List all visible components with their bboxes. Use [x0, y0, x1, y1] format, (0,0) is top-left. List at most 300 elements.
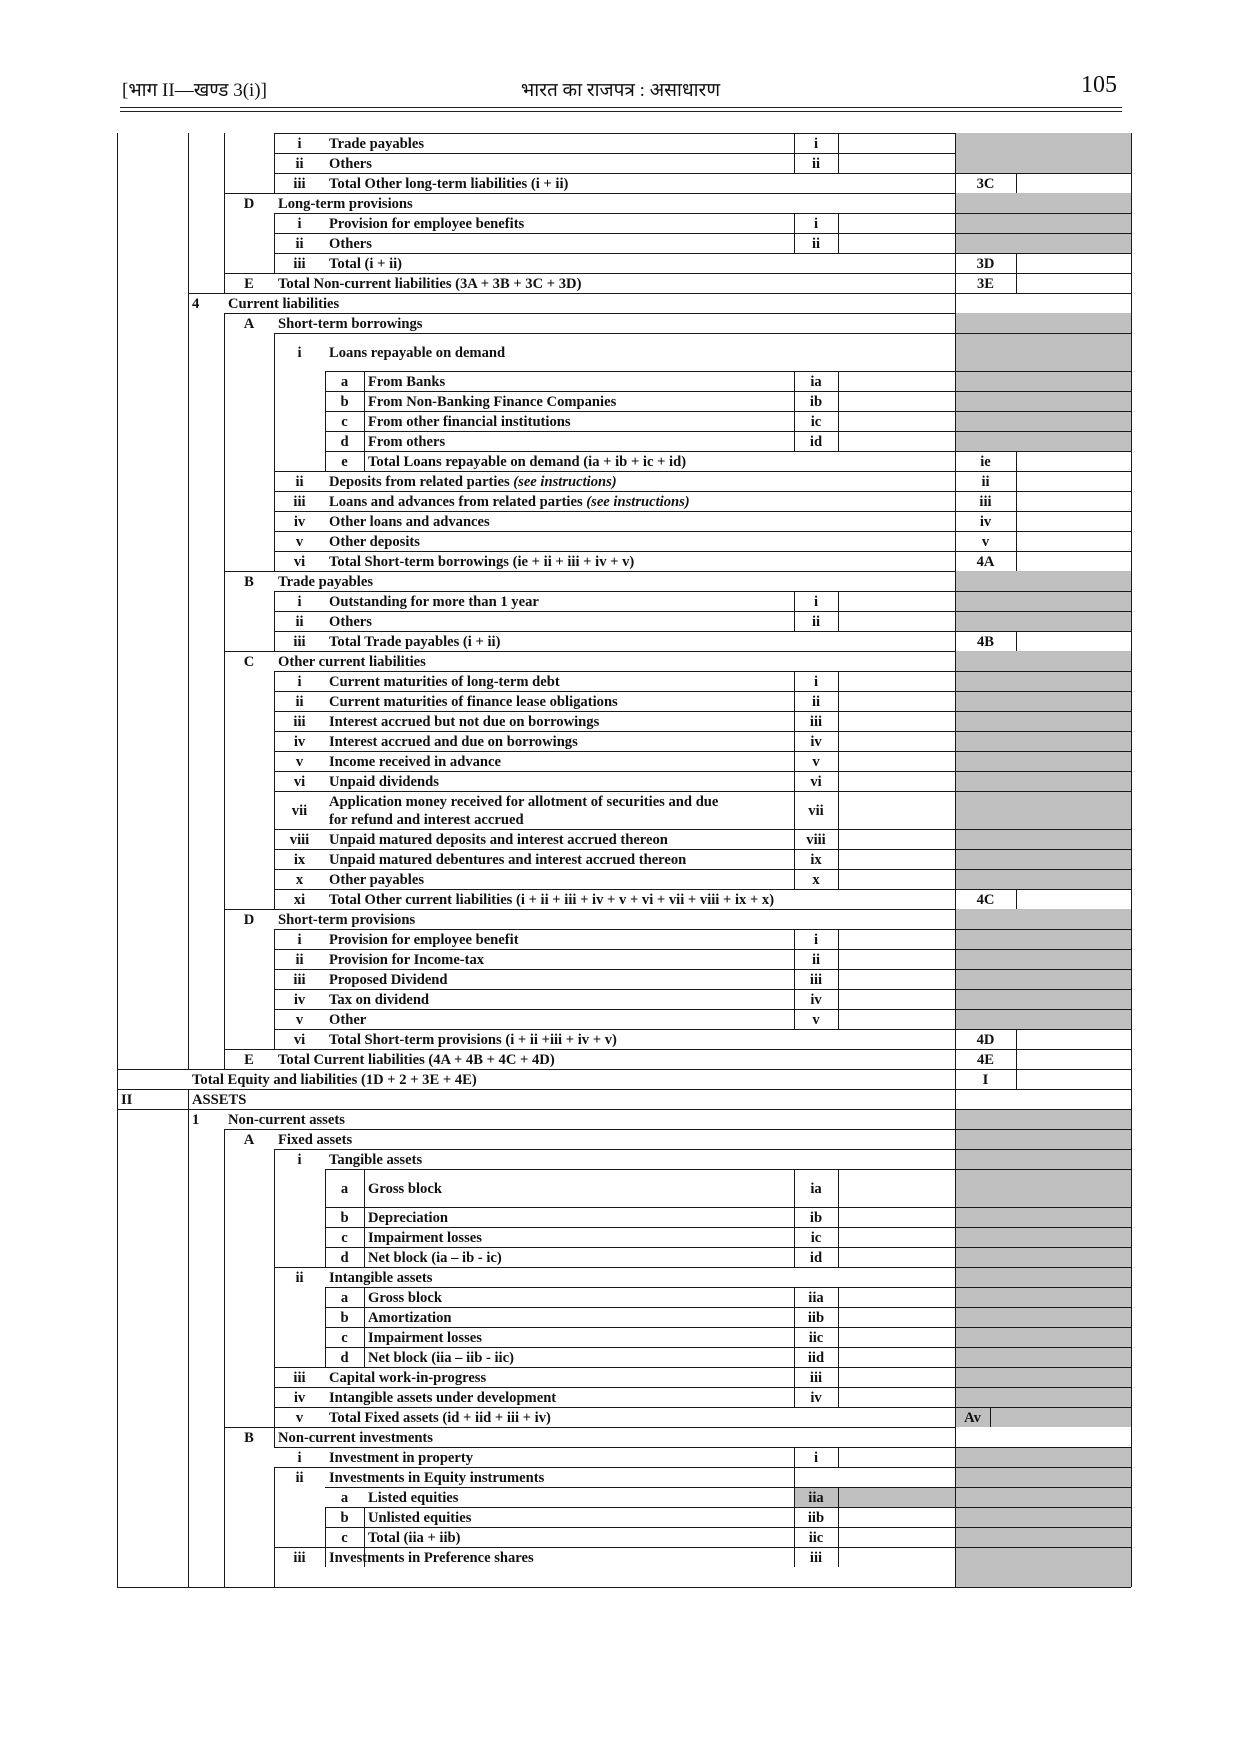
- field-code: ib: [809, 394, 823, 410]
- item-marker: i: [297, 136, 302, 152]
- column-rule: [838, 929, 839, 949]
- field-code: id: [809, 1250, 823, 1266]
- line-item-label: Gross block: [368, 1290, 442, 1306]
- amount-input-field[interactable]: [840, 1389, 953, 1405]
- total-code: iii: [979, 494, 992, 510]
- item-marker: ii: [295, 474, 304, 490]
- column-rule: [838, 611, 839, 631]
- amount-input-field[interactable]: [840, 713, 953, 729]
- amount-input-field[interactable]: [840, 433, 953, 449]
- total-input-field[interactable]: [1018, 533, 1129, 549]
- line-item-label: Unpaid matured deposits and interest accrued thereon: [329, 832, 668, 848]
- row-rule: [274, 829, 1131, 830]
- row-rule: [274, 511, 1131, 512]
- total-code: ie: [980, 454, 991, 470]
- row-rule: [325, 391, 1131, 392]
- column-rule: [838, 1347, 839, 1367]
- field-code: ii: [811, 952, 821, 968]
- amount-input-field[interactable]: [840, 1449, 953, 1465]
- amount-input-field[interactable]: [840, 831, 953, 847]
- line-item-label: Income received in advance: [329, 754, 501, 770]
- line-item-label: Loans and advances from related parties (see instructions): [329, 494, 690, 510]
- row-rule: [274, 491, 1131, 492]
- line-item-label: Other payables: [329, 872, 425, 888]
- field-code: iv: [810, 992, 822, 1008]
- total-input-field[interactable]: [1018, 553, 1129, 569]
- item-marker: ii: [295, 156, 304, 172]
- line-item-label: Total (i + ii): [329, 256, 403, 272]
- line-item-label: Total Short-term provisions (i + ii +iii + iv + v): [329, 1032, 617, 1048]
- item-marker: e: [341, 454, 348, 470]
- item-marker: v: [295, 1012, 304, 1028]
- column-rule: [838, 1227, 839, 1247]
- item-marker: b: [340, 1210, 349, 1226]
- total-input-field[interactable]: [1018, 891, 1129, 907]
- row-rule: [325, 1287, 1131, 1288]
- item-marker: d: [340, 434, 349, 450]
- amount-input-field[interactable]: [840, 373, 953, 389]
- item-marker: ii: [295, 1470, 304, 1486]
- column-rule: [838, 731, 839, 751]
- item-marker: ii: [295, 614, 304, 630]
- row-rule: [117, 1587, 1131, 1588]
- line-item-label: Unlisted equities: [368, 1510, 472, 1526]
- field-code: iii: [809, 1550, 823, 1566]
- column-rule: [838, 691, 839, 711]
- field-code: ia: [810, 374, 822, 390]
- row-rule: [274, 253, 1131, 254]
- field-code: ib: [809, 1210, 823, 1226]
- column-rule: [838, 949, 839, 969]
- row-rule: [274, 1547, 1131, 1548]
- amount-input-field[interactable]: [840, 851, 953, 867]
- row-rule: [274, 1367, 1131, 1368]
- amount-input-field[interactable]: [840, 1289, 953, 1305]
- row-rule: [274, 711, 1131, 712]
- item-marker: 4: [192, 296, 200, 312]
- item-marker: iii: [293, 1550, 306, 1566]
- column-rule: [838, 1547, 839, 1567]
- item-marker: i: [297, 674, 302, 690]
- amount-input-field[interactable]: [840, 673, 953, 689]
- row-rule: [274, 551, 1131, 552]
- item-marker: D: [243, 912, 255, 928]
- amount-input-field[interactable]: [840, 1171, 953, 1205]
- amount-input-field[interactable]: [840, 793, 953, 827]
- row-rule: [274, 849, 1131, 850]
- row-rule: [274, 471, 1131, 472]
- line-item-label: Other deposits: [329, 534, 420, 550]
- line-item-label: Intangible assets under development: [329, 1390, 557, 1406]
- item-marker: vi: [293, 774, 306, 790]
- line-item-label: Provision for employee benefit: [329, 932, 519, 948]
- row-rule: [325, 1307, 1131, 1308]
- column-rule: [838, 1247, 839, 1267]
- column-rule: [838, 711, 839, 731]
- line-item-label: Trade payables: [329, 136, 425, 152]
- column-rule: [1016, 273, 1017, 293]
- total-code: 3D: [976, 256, 995, 272]
- row-rule: [224, 1049, 1131, 1050]
- row-rule: [274, 1149, 1131, 1150]
- header-rule: [120, 111, 1122, 112]
- line-item-label: Total (iia + iib): [368, 1530, 461, 1546]
- amount-input-field[interactable]: [840, 693, 953, 709]
- total-input-field[interactable]: [1018, 175, 1129, 191]
- column-rule: [838, 1367, 839, 1387]
- amount-input-field[interactable]: [840, 413, 953, 429]
- total-input-field[interactable]: [992, 1409, 1129, 1425]
- row-rule: [325, 1227, 1131, 1228]
- row-rule: [325, 411, 1131, 412]
- line-item-label: Current maturities of finance lease obligations: [329, 694, 618, 710]
- total-code: 4C: [976, 892, 995, 908]
- column-rule: [990, 1407, 991, 1427]
- row-rule: [274, 233, 1131, 234]
- total-input-field[interactable]: [1018, 1051, 1129, 1067]
- line-item-label: Capital work-in-progress: [329, 1370, 487, 1386]
- row-rule: [224, 193, 955, 194]
- column-rule: [1016, 1069, 1017, 1089]
- field-code: iic: [808, 1530, 824, 1546]
- field-code: i: [813, 1450, 819, 1466]
- row-rule: [274, 771, 1131, 772]
- column-rule: [1016, 471, 1017, 491]
- amount-input-field[interactable]: [840, 1549, 953, 1565]
- row-rule: [224, 909, 955, 910]
- item-marker: iii: [293, 176, 306, 192]
- row-rule: [274, 1407, 1131, 1408]
- row-rule: [274, 691, 1131, 692]
- row-rule: [325, 1247, 1131, 1248]
- amount-input-field[interactable]: [840, 215, 953, 231]
- total-code: 3E: [976, 276, 995, 292]
- column-rule: [1016, 491, 1017, 511]
- amount-input-field[interactable]: [840, 1489, 953, 1505]
- item-marker: iv: [293, 514, 306, 530]
- field-code: ii: [811, 694, 821, 710]
- line-item-label: Total Loans repayable on demand (ia + ib + ic + id): [368, 454, 687, 470]
- total-code: 4A: [976, 554, 995, 570]
- amount-input-field[interactable]: [840, 1209, 953, 1225]
- item-marker: iii: [293, 494, 306, 510]
- item-marker: E: [244, 1052, 254, 1068]
- item-marker: c: [341, 1330, 348, 1346]
- shaded-block: [955, 571, 1131, 631]
- item-marker: iv: [293, 734, 306, 750]
- item-marker: c: [341, 1530, 348, 1546]
- field-code: vii: [808, 803, 824, 819]
- item-marker: x: [295, 872, 304, 888]
- row-rule: [117, 1089, 1131, 1090]
- total-input-field[interactable]: [1018, 1031, 1129, 1047]
- line-item-label: Total Other long-term liabilities (i + ii): [329, 176, 569, 192]
- line-item-label: Tax on dividend: [329, 992, 430, 1008]
- line-item-label: Intangible assets: [329, 1270, 433, 1286]
- column-rule: [1016, 889, 1017, 909]
- column-rule: [364, 371, 365, 471]
- field-code: i: [813, 932, 819, 948]
- line-item-label: Provision for employee benefits: [329, 216, 525, 232]
- column-rule: [838, 1507, 839, 1527]
- line-item-label: Current maturities of long-term debt: [329, 674, 560, 690]
- line-item-label: Amortization: [368, 1310, 452, 1326]
- column-rule: [838, 1327, 839, 1347]
- field-code: iia: [808, 1490, 824, 1506]
- field-code: i: [813, 674, 819, 690]
- line-item-label: Net block (iia – iib - iic): [368, 1350, 514, 1366]
- line-item-label: Total Other current liabilities (i + ii + iii + iv + v + vi + vii + viii + ix + x): [329, 892, 775, 908]
- field-code: iic: [808, 1330, 824, 1346]
- amount-input-field[interactable]: [840, 1329, 953, 1345]
- column-rule: [1016, 631, 1017, 651]
- item-marker: II: [121, 1092, 133, 1108]
- item-marker: d: [340, 1250, 349, 1266]
- row-rule: [274, 153, 955, 154]
- total-input-field[interactable]: [1018, 453, 1129, 469]
- total-input-field[interactable]: [1018, 255, 1129, 271]
- column-rule: [838, 591, 839, 611]
- amount-input-field[interactable]: [840, 991, 953, 1007]
- row-rule: [224, 1129, 1131, 1130]
- row-rule: [274, 1467, 1131, 1468]
- item-marker: vii: [291, 803, 308, 819]
- amount-input-field[interactable]: [840, 1011, 953, 1027]
- column-rule: [838, 791, 839, 829]
- row-rule: [274, 731, 1131, 732]
- item-marker: a: [340, 1290, 349, 1306]
- amount-input-field[interactable]: [840, 871, 953, 887]
- item-marker: iii: [293, 714, 306, 730]
- amount-input-field[interactable]: [840, 593, 953, 609]
- field-code: viii: [806, 832, 826, 848]
- column-rule: [838, 1009, 839, 1029]
- field-code: i: [813, 216, 819, 232]
- item-marker: 1: [192, 1112, 200, 1128]
- row-rule: [224, 273, 1131, 274]
- column-rule: [838, 671, 839, 691]
- item-marker: vi: [293, 1032, 306, 1048]
- row-rule: [224, 1427, 955, 1428]
- total-input-field[interactable]: [1018, 473, 1129, 489]
- line-item-label: Investments in Preference shares: [329, 1550, 534, 1566]
- field-code: ii: [811, 236, 821, 252]
- total-code: 4E: [976, 1052, 995, 1068]
- field-code: i: [813, 594, 819, 610]
- line-item-label: Trade payables: [278, 574, 374, 590]
- field-code: i: [813, 136, 819, 152]
- item-marker: b: [340, 394, 349, 410]
- line-item-label: Total Fixed assets (id + iid + iii + iv): [329, 1410, 551, 1426]
- column-rule: [838, 213, 839, 233]
- line-item-label: Short-term provisions: [278, 912, 416, 928]
- line-item-label: Others: [329, 614, 372, 630]
- column-rule: [1016, 1049, 1017, 1069]
- total-input-field[interactable]: [1018, 275, 1129, 291]
- field-code: vi: [810, 774, 822, 790]
- amount-input-field[interactable]: [840, 753, 953, 769]
- item-marker: a: [340, 374, 349, 390]
- line-item-label: Impairment losses: [368, 1230, 482, 1246]
- line-item-label: for refund and interest accrued: [329, 812, 524, 828]
- item-marker: viii: [289, 832, 310, 848]
- line-item-label: From other financial institutions: [368, 414, 571, 430]
- column-rule: [1016, 253, 1017, 273]
- item-marker: iii: [293, 972, 306, 988]
- column-rule: [838, 1447, 839, 1467]
- header-rule: [120, 107, 1122, 108]
- line-item-label: Gross block: [368, 1181, 442, 1197]
- item-marker: A: [243, 316, 255, 332]
- item-marker: ix: [293, 852, 306, 868]
- total-input-field[interactable]: [1018, 493, 1129, 509]
- amount-input-field[interactable]: [840, 971, 953, 987]
- line-item-label: Total Non-current liabilities (3A + 3B + 3C + 3D): [278, 276, 582, 292]
- item-marker: ii: [295, 236, 304, 252]
- item-marker: ii: [295, 1270, 304, 1286]
- amount-input-field[interactable]: [840, 1309, 953, 1325]
- row-rule: [274, 889, 1131, 890]
- amount-input-field[interactable]: [840, 1509, 953, 1525]
- column-rule: [1016, 531, 1017, 551]
- column-rule: [188, 133, 189, 1069]
- item-marker: c: [341, 1230, 348, 1246]
- row-rule: [274, 671, 1131, 672]
- amount-input-field[interactable]: [840, 613, 953, 629]
- row-rule: [274, 1447, 1131, 1448]
- amount-input-field[interactable]: [840, 733, 953, 749]
- row-rule: [274, 531, 1131, 532]
- total-code: v: [981, 534, 990, 550]
- amount-input-field[interactable]: [840, 1369, 953, 1385]
- item-marker: i: [297, 345, 302, 361]
- row-rule: [274, 969, 1131, 970]
- item-marker: iii: [293, 1370, 306, 1386]
- amount-input-field[interactable]: [840, 951, 953, 967]
- amount-input-field[interactable]: [840, 155, 953, 171]
- line-item-label: Proposed Dividend: [329, 972, 448, 988]
- line-item-label: Non-current assets: [228, 1112, 345, 1128]
- item-marker: i: [297, 1450, 302, 1466]
- item-marker: v: [295, 534, 304, 550]
- line-item-label: Loans repayable on demand: [329, 345, 506, 361]
- row-rule: [274, 1029, 1131, 1030]
- total-code: 4B: [976, 634, 995, 650]
- amount-input-field[interactable]: [840, 1529, 953, 1545]
- line-item-label: Provision for Income-tax: [329, 952, 485, 968]
- line-item-label: Outstanding for more than 1 year: [329, 594, 539, 610]
- line-item-label: Net block (ia – ib - ic): [368, 1250, 502, 1266]
- row-rule: [274, 591, 1131, 592]
- row-rule: [325, 1207, 1131, 1208]
- item-marker: vi: [293, 554, 306, 570]
- row-rule: [274, 213, 1131, 214]
- row-rule: [274, 611, 1131, 612]
- line-item-label: Impairment losses: [368, 1330, 482, 1346]
- field-code: iia: [808, 1290, 824, 1306]
- total-input-field[interactable]: [1018, 1071, 1129, 1087]
- row-rule: [274, 929, 1131, 930]
- field-code: iv: [810, 1390, 822, 1406]
- amount-input-field[interactable]: [840, 135, 953, 151]
- field-code: v: [812, 754, 820, 770]
- part-section-label: [भाग II—खण्ड 3(i)]: [122, 80, 267, 101]
- column-rule: [188, 1089, 189, 1587]
- line-item-label: Long-term provisions: [278, 196, 413, 212]
- item-marker: xi: [293, 892, 306, 908]
- column-rule: [1016, 551, 1017, 571]
- field-code: ii: [811, 156, 821, 172]
- total-code: I: [982, 1072, 989, 1088]
- column-rule: [838, 1169, 839, 1207]
- line-item-label: Others: [329, 236, 372, 252]
- shaded-block: [955, 1447, 1131, 1587]
- amount-input-field[interactable]: [840, 931, 953, 947]
- line-item-label: Listed equities: [368, 1490, 459, 1506]
- item-marker: b: [340, 1310, 349, 1326]
- item-marker: b: [340, 1510, 349, 1526]
- column-rule: [838, 431, 839, 451]
- column-rule: [838, 411, 839, 431]
- amount-input-field[interactable]: [840, 773, 953, 789]
- total-input-field[interactable]: [1018, 633, 1129, 649]
- line-item-label: Tangible assets: [329, 1152, 423, 1168]
- item-marker: d: [340, 1350, 349, 1366]
- row-rule: [274, 869, 1131, 870]
- item-marker: v: [295, 754, 304, 770]
- item-marker: i: [297, 932, 302, 948]
- field-code: ic: [810, 1230, 822, 1246]
- row-rule: [325, 371, 1131, 372]
- column-rule: [838, 371, 839, 391]
- item-marker: C: [243, 654, 255, 670]
- item-marker: a: [340, 1490, 349, 1506]
- total-input-field[interactable]: [1018, 513, 1129, 529]
- section-heading: ASSETS: [192, 1092, 247, 1108]
- field-code: id: [809, 434, 823, 450]
- item-marker: a: [340, 1181, 349, 1197]
- row-rule: [325, 1347, 1131, 1348]
- item-marker: i: [297, 594, 302, 610]
- item-marker: i: [297, 216, 302, 232]
- item-marker: E: [244, 276, 254, 292]
- field-code: iib: [807, 1310, 825, 1326]
- amount-input-field[interactable]: [840, 393, 953, 409]
- line-item-label: Total Short-term borrowings (ie + ii + iii + iv + v): [329, 554, 635, 570]
- amount-input-field[interactable]: [840, 235, 953, 251]
- amount-input-field[interactable]: [840, 1349, 953, 1365]
- line-item-label: Interest accrued and due on borrowings: [329, 734, 578, 750]
- row-rule: [325, 1169, 1131, 1170]
- instruction-note: (see instructions): [582, 494, 690, 510]
- item-marker: v: [295, 1410, 304, 1426]
- line-item-label: Depreciation: [368, 1210, 448, 1226]
- amount-input-field[interactable]: [840, 1249, 953, 1265]
- item-marker: ii: [295, 952, 304, 968]
- item-marker: iv: [293, 992, 306, 1008]
- column-rule: [955, 133, 956, 1587]
- line-item-label: Total Trade payables (i + ii): [329, 634, 501, 650]
- column-rule: [1131, 133, 1132, 1587]
- column-rule: [838, 1487, 839, 1507]
- line-item-label: Other loans and advances: [329, 514, 490, 530]
- column-rule: [838, 829, 839, 849]
- column-rule: [364, 1287, 365, 1367]
- row-rule: [274, 949, 1131, 950]
- amount-input-field[interactable]: [840, 1229, 953, 1245]
- item-marker: A: [243, 1132, 255, 1148]
- column-rule: [838, 771, 839, 791]
